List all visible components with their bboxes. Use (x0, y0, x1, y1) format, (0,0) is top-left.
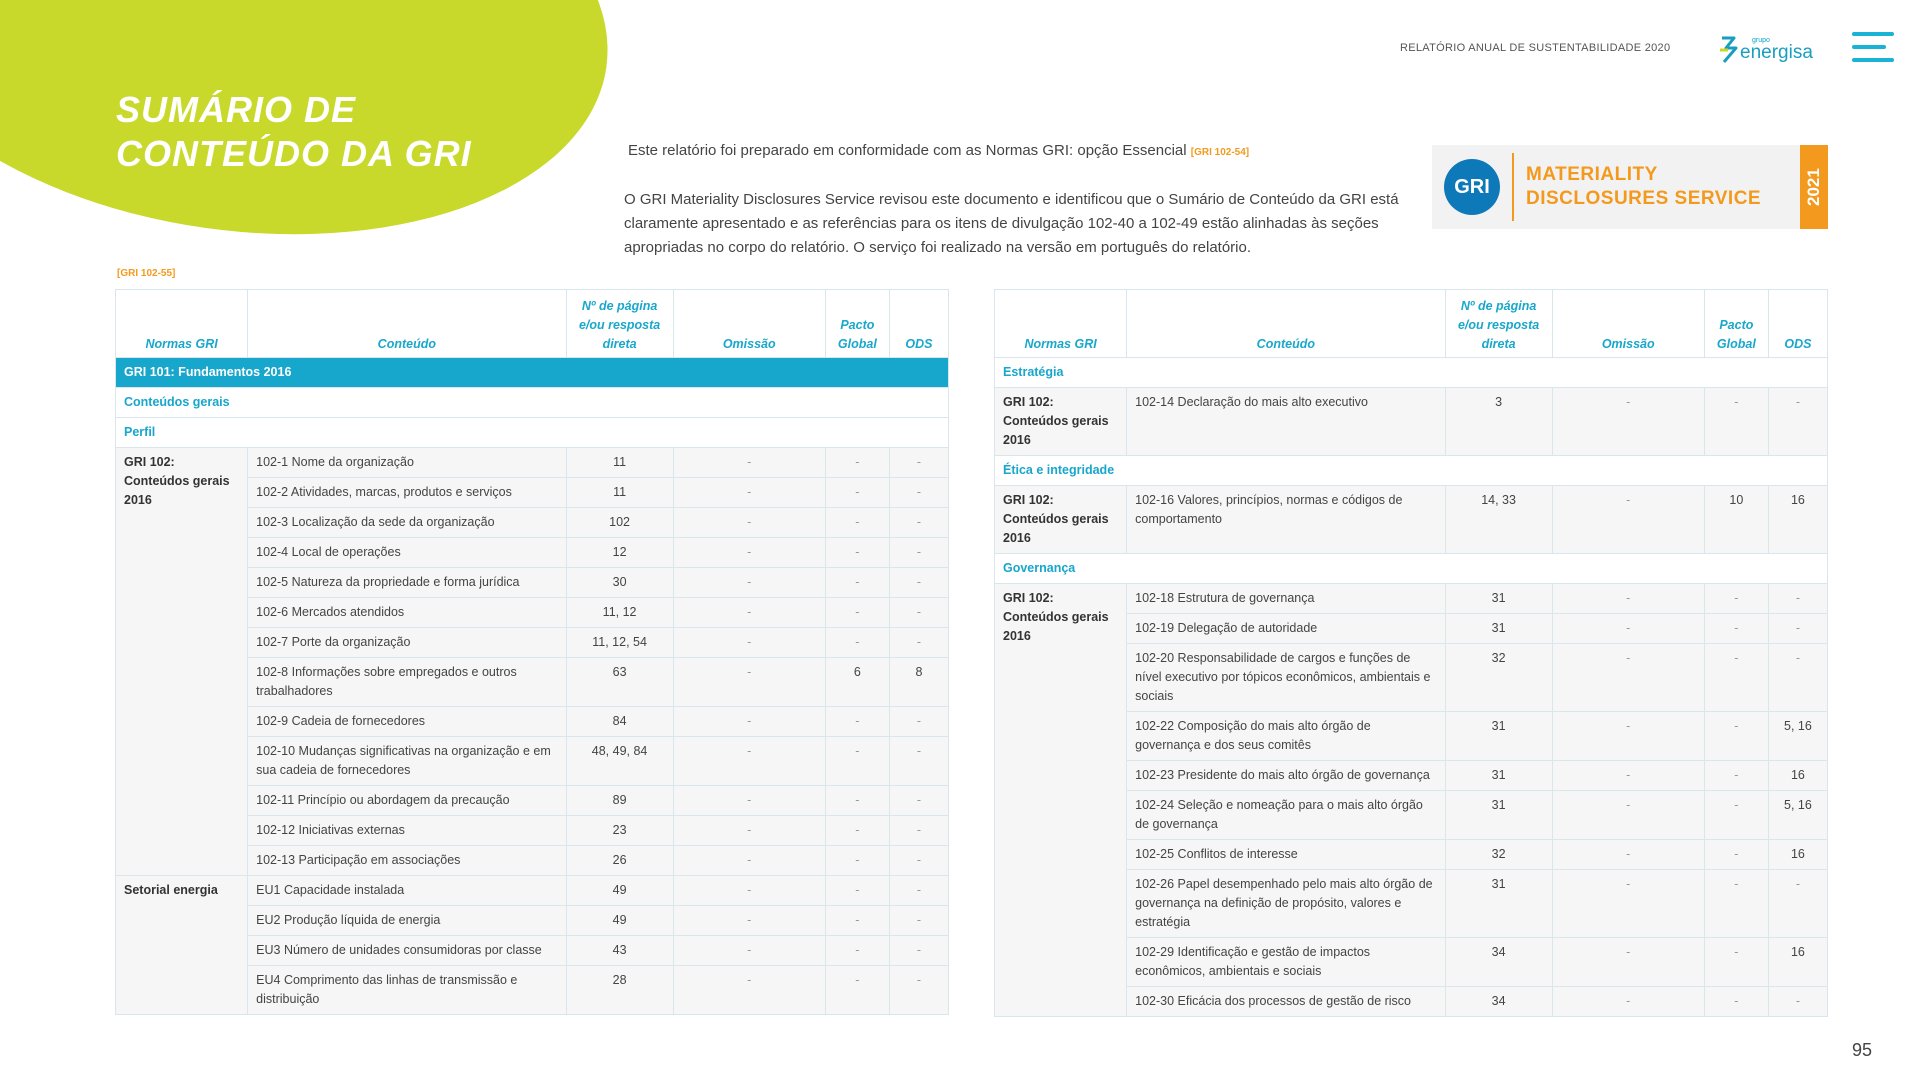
col-pagina: Nº de página e/ou resposta direta (1445, 290, 1552, 358)
omission-cell: - (1552, 584, 1704, 614)
table-row (995, 584, 1828, 614)
page-cell: 3 (1445, 388, 1552, 456)
page-title (116, 88, 472, 176)
omission-cell: - (1552, 840, 1704, 870)
subsection-label: Ética e integridade (995, 456, 1828, 486)
content-cell: 102-7 Porte da organização (248, 628, 566, 658)
ods-cell: - (889, 906, 948, 936)
page-cell: 84 (566, 707, 673, 737)
ods-cell: - (889, 846, 948, 876)
ods-cell: 8 (889, 658, 948, 707)
col-ods: ODS (889, 290, 948, 358)
global-compact-cell: - (1704, 840, 1768, 870)
badge-line-2: DISCLOSURES SERVICE (1526, 188, 1762, 209)
ods-cell: 16 (1768, 486, 1827, 554)
page-cell: 89 (566, 786, 673, 816)
global-compact-cell: - (825, 508, 889, 538)
page-cell: 31 (1445, 870, 1552, 938)
page-cell: 32 (1445, 644, 1552, 712)
col-pacto-global: Pacto Global (1704, 290, 1768, 358)
page-cell: 49 (566, 906, 673, 936)
gri-standard-cell: GRI 102: Conteúdos gerais 2016 (995, 584, 1127, 1017)
ods-cell: 5, 16 (1768, 791, 1827, 840)
section-band: GRI 101: Fundamentos 2016 (116, 358, 949, 388)
global-compact-cell: - (1704, 791, 1768, 840)
col-normas-gri: Normas GRI (116, 290, 248, 358)
col-pacto-global: Pacto Global (825, 290, 889, 358)
omission-cell: - (673, 816, 825, 846)
ods-cell: - (889, 628, 948, 658)
global-compact-cell: - (825, 478, 889, 508)
page-cell: 102 (566, 508, 673, 538)
ods-cell: - (889, 598, 948, 628)
omission-cell: - (1552, 712, 1704, 761)
badge-line-1: MATERIALITY (1526, 164, 1658, 185)
omission-cell: - (673, 628, 825, 658)
gri-standard-cell: GRI 102: Conteúdos gerais 2016 (995, 486, 1127, 554)
badge-text (1526, 163, 1761, 211)
gri-logo-icon: GRI (1444, 159, 1500, 215)
content-cell: 102-11 Princípio ou abordagem da precaução (248, 786, 566, 816)
page-cell: 14, 33 (1445, 486, 1552, 554)
page-cell: 31 (1445, 584, 1552, 614)
gri-standard-cell: GRI 102: Conteúdos gerais 2016 (116, 448, 248, 876)
global-compact-cell: - (1704, 987, 1768, 1017)
content-cell: 102-12 Iniciativas externas (248, 816, 566, 846)
ods-cell: - (889, 448, 948, 478)
content-cell: 102-14 Declaração do mais alto executivo (1127, 388, 1445, 456)
global-compact-cell: - (825, 816, 889, 846)
page-cell: 12 (566, 538, 673, 568)
table-row (995, 486, 1828, 554)
omission-cell: - (673, 658, 825, 707)
logo-brand-text: energisa (1740, 42, 1813, 63)
page-cell: 11 (566, 448, 673, 478)
omission-cell: - (1552, 644, 1704, 712)
page-cell: 31 (1445, 761, 1552, 791)
omission-cell: - (673, 906, 825, 936)
global-compact-cell: - (1704, 614, 1768, 644)
page-cell: 31 (1445, 791, 1552, 840)
ods-cell: - (1768, 388, 1827, 456)
omission-cell: - (673, 876, 825, 906)
subsection-label-row (995, 456, 1828, 486)
ods-cell: - (889, 876, 948, 906)
page-number: 95 (1852, 1040, 1873, 1060)
ods-cell: 16 (1768, 840, 1827, 870)
global-compact-cell: - (825, 568, 889, 598)
global-compact-cell: - (1704, 644, 1768, 712)
subsection-label-row (116, 388, 949, 418)
materiality-disclosures-badge (1432, 145, 1828, 229)
content-cell: 102-16 Valores, princípios, normas e códigos de comportamento (1127, 486, 1445, 554)
page-cell: 26 (566, 846, 673, 876)
content-cell: 102-24 Seleção e nomeação para o mais alto órgão de governança (1127, 791, 1445, 840)
global-compact-cell: - (1704, 584, 1768, 614)
gri-ref-102-55: [GRI 102-55] (117, 268, 176, 279)
content-cell: EU3 Número de unidades consumidoras por classe (248, 936, 566, 966)
badge-divider (1512, 153, 1514, 221)
intro-paragraph: O GRI Materiality Disclosures Service revisou este documento e identificou que o Sumário de Conteúdo da GRI está claramente apresentado e as referências para os itens de divulgação 102-40 a 102-49 estão alinhadas às seções apropriadas no corpo do relatório. O serviço foi realizado na versão em português do relatório. (624, 191, 1399, 256)
content-cell: 102-25 Conflitos de interesse (1127, 840, 1445, 870)
gri-table-right (994, 289, 1828, 1017)
page-cell: 11 (566, 478, 673, 508)
omission-cell: - (1552, 791, 1704, 840)
global-compact-cell: - (825, 598, 889, 628)
ods-cell: - (889, 707, 948, 737)
omission-cell: - (673, 936, 825, 966)
content-cell: 102-10 Mudanças significativas na organização e em sua cadeia de fornecedores (248, 737, 566, 786)
col-conteudo: Conteúdo (248, 290, 566, 358)
global-compact-cell: - (825, 628, 889, 658)
page-cell: 31 (1445, 712, 1552, 761)
global-compact-cell: - (825, 936, 889, 966)
content-cell: 102-3 Localização da sede da organização (248, 508, 566, 538)
ods-cell: - (889, 737, 948, 786)
hamburger-menu-icon[interactable] (1852, 32, 1894, 66)
table-row (995, 388, 1828, 456)
content-cell: 102-30 Eficácia dos processos de gestão de risco (1127, 987, 1445, 1017)
content-cell: 102-19 Delegação de autoridade (1127, 614, 1445, 644)
global-compact-cell: - (1704, 870, 1768, 938)
ods-cell: 16 (1768, 938, 1827, 987)
global-compact-cell: 6 (825, 658, 889, 707)
global-compact-cell: - (825, 786, 889, 816)
omission-cell: - (673, 478, 825, 508)
omission-cell: - (1552, 870, 1704, 938)
content-cell: 102-2 Atividades, marcas, produtos e serviços (248, 478, 566, 508)
page-cell: 11, 12 (566, 598, 673, 628)
ods-cell: - (889, 508, 948, 538)
content-cell: 102-1 Nome da organização (248, 448, 566, 478)
ods-cell: 5, 16 (1768, 712, 1827, 761)
omission-cell: - (1552, 388, 1704, 456)
page-cell: 34 (1445, 938, 1552, 987)
ods-cell: - (889, 966, 948, 1015)
ods-cell: - (889, 816, 948, 846)
omission-cell: - (1552, 614, 1704, 644)
title-line-2: CONTEÚDO DA GRI (116, 133, 472, 174)
global-compact-cell: - (825, 707, 889, 737)
omission-cell: - (673, 966, 825, 1015)
ods-cell: - (1768, 870, 1827, 938)
omission-cell: - (673, 846, 825, 876)
report-name: RELATÓRIO ANUAL DE SUSTENTABILIDADE 2020 (1400, 42, 1671, 54)
global-compact-cell: - (825, 876, 889, 906)
col-omissao: Omissão (1552, 290, 1704, 358)
omission-cell: - (1552, 987, 1704, 1017)
global-compact-cell: - (825, 906, 889, 936)
global-compact-cell: - (825, 538, 889, 568)
global-compact-cell: - (1704, 388, 1768, 456)
subsection-label: Perfil (116, 418, 949, 448)
energisa-logo[interactable] (1718, 34, 1814, 64)
ods-cell: - (889, 568, 948, 598)
omission-cell: - (673, 538, 825, 568)
intro-line-text: Este relatório foi preparado em conformidade com as Normas GRI: opção Essencial (628, 142, 1191, 159)
content-cell: 102-20 Responsabilidade de cargos e funções de nível executivo por tópicos econômicos, ambientais e sociais (1127, 644, 1445, 712)
title-line-1: SUMÁRIO DE (116, 89, 357, 130)
page-cell: 28 (566, 966, 673, 1015)
col-normas-gri: Normas GRI (995, 290, 1127, 358)
page-cell: 49 (566, 876, 673, 906)
page-cell: 48, 49, 84 (566, 737, 673, 786)
subsection-label-row (116, 418, 949, 448)
col-omissao: Omissão (673, 290, 825, 358)
content-cell: 102-23 Presidente do mais alto órgão de governança (1127, 761, 1445, 791)
content-cell: 102-6 Mercados atendidos (248, 598, 566, 628)
content-cell: 102-18 Estrutura de governança (1127, 584, 1445, 614)
content-cell: 102-9 Cadeia de fornecedores (248, 707, 566, 737)
content-cell: 102-8 Informações sobre empregados e outros trabalhadores (248, 658, 566, 707)
subsection-label-row (995, 358, 1828, 388)
gri-table-left (115, 289, 949, 1015)
subsection-label: Governança (995, 554, 1828, 584)
intro-line (628, 142, 1249, 159)
global-compact-cell: - (825, 846, 889, 876)
omission-cell: - (673, 448, 825, 478)
global-compact-cell: - (825, 737, 889, 786)
subsection-label: Conteúdos gerais (116, 388, 949, 418)
global-compact-cell: - (825, 448, 889, 478)
omission-cell: - (673, 786, 825, 816)
content-cell: EU2 Produção líquida de energia (248, 906, 566, 936)
ods-cell: - (889, 478, 948, 508)
content-cell: 102-13 Participação em associações (248, 846, 566, 876)
omission-cell: - (673, 737, 825, 786)
page-cell: 30 (566, 568, 673, 598)
table-row (116, 876, 949, 906)
badge-year: 2021 (1800, 145, 1828, 229)
omission-cell: - (1552, 761, 1704, 791)
gri-ref-102-54: [GRI 102-54] (1190, 147, 1250, 158)
page-cell: 63 (566, 658, 673, 707)
energisa-logo-mark-icon (1718, 34, 1740, 64)
ods-cell: - (889, 936, 948, 966)
section-band-row (116, 358, 949, 388)
ods-cell: - (889, 786, 948, 816)
subsection-label: Estratégia (995, 358, 1828, 388)
omission-cell: - (673, 568, 825, 598)
col-pagina: Nº de página e/ou resposta direta (566, 290, 673, 358)
content-cell: 102-26 Papel desempenhado pelo mais alto órgão de governança na definição de propósito, valores e estratégia (1127, 870, 1445, 938)
content-cell: 102-29 Identificação e gestão de impactos econômicos, ambientais e sociais (1127, 938, 1445, 987)
subsection-label-row (995, 554, 1828, 584)
global-compact-cell: - (1704, 761, 1768, 791)
content-cell: EU4 Comprimento das linhas de transmissão e distribuição (248, 966, 566, 1015)
table-row (116, 448, 949, 478)
page-cell: 23 (566, 816, 673, 846)
gri-standard-cell: GRI 102: Conteúdos gerais 2016 (995, 388, 1127, 456)
omission-cell: - (673, 508, 825, 538)
content-cell: EU1 Capacidade instalada (248, 876, 566, 906)
global-compact-cell: - (1704, 712, 1768, 761)
omission-cell: - (673, 598, 825, 628)
content-cell: 102-5 Natureza da propriedade e forma jurídica (248, 568, 566, 598)
ods-cell: - (1768, 644, 1827, 712)
page-cell: 34 (1445, 987, 1552, 1017)
global-compact-cell: - (1704, 938, 1768, 987)
ods-cell: - (889, 538, 948, 568)
omission-cell: - (673, 707, 825, 737)
page-cell: 11, 12, 54 (566, 628, 673, 658)
ods-cell: - (1768, 584, 1827, 614)
global-compact-cell: - (825, 966, 889, 1015)
col-ods: ODS (1768, 290, 1827, 358)
page-cell: 31 (1445, 614, 1552, 644)
global-compact-cell: 10 (1704, 486, 1768, 554)
ods-cell: 16 (1768, 761, 1827, 791)
omission-cell: - (1552, 938, 1704, 987)
ods-cell: - (1768, 614, 1827, 644)
content-cell: 102-4 Local de operações (248, 538, 566, 568)
logo-small-text: grupo (1752, 37, 1770, 44)
content-cell: 102-22 Composição do mais alto órgão de governança e dos seus comitês (1127, 712, 1445, 761)
ods-cell: - (1768, 987, 1827, 1017)
page-cell: 32 (1445, 840, 1552, 870)
omission-cell: - (1552, 486, 1704, 554)
page-cell: 43 (566, 936, 673, 966)
gri-standard-cell: Setorial energia (116, 876, 248, 1015)
col-conteudo: Conteúdo (1127, 290, 1445, 358)
